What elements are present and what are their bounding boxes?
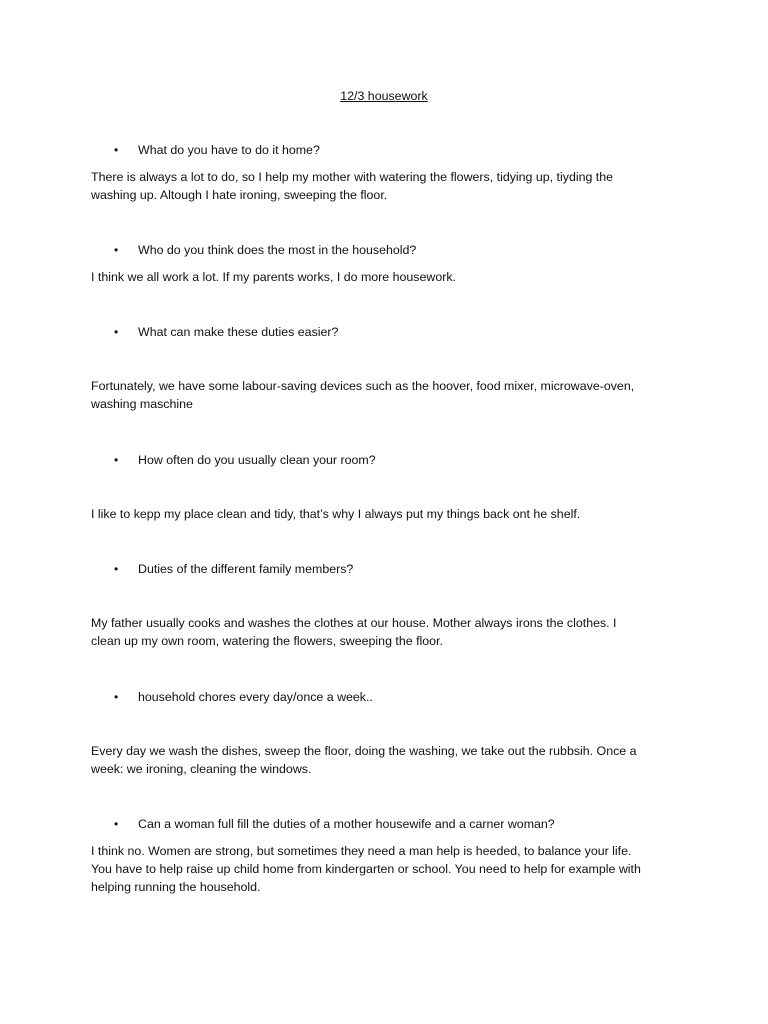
question-text: What can make these duties easier? bbox=[138, 325, 339, 339]
question-text: Can a woman full fill the duties of a mother housewife and a carner woman? bbox=[138, 817, 555, 831]
answer-line: clean up my own room, watering the flowers, sweeping the floor. bbox=[91, 634, 443, 648]
answer-paragraph bbox=[91, 742, 691, 778]
bullet-icon: • bbox=[114, 143, 119, 157]
answer-line: You have to help raise up child home from kindergarten or school. You need to help for example with bbox=[91, 862, 641, 876]
bullet-icon: • bbox=[114, 325, 119, 339]
answer-line: I think we all work a lot. If my parents works, I do more housework. bbox=[91, 270, 456, 284]
bullet-icon: • bbox=[114, 243, 119, 257]
question-text: What do you have to do it home? bbox=[138, 143, 320, 157]
answer-line: There is always a lot to do, so I help my mother with watering the flowers, tidying up, tiyding the bbox=[91, 170, 614, 184]
answer-line: Every day we wash the dishes, sweep the floor, doing the washing, we take out the rubbsih. Once a bbox=[91, 744, 637, 758]
question-text: Who do you think does the most in the household? bbox=[138, 243, 417, 257]
answer-paragraph bbox=[91, 505, 691, 523]
answer-line: helping running the household. bbox=[91, 880, 261, 894]
bullet-icon: • bbox=[114, 453, 119, 467]
question-text: household chores every day/once a week.. bbox=[138, 690, 373, 704]
answer-paragraph bbox=[91, 377, 691, 413]
answer-line: washing maschine bbox=[91, 397, 193, 411]
answer-line: I like to kepp my place clean and tidy, that’s why I always put my things back ont he shelf. bbox=[91, 507, 581, 521]
answer-paragraph bbox=[91, 168, 691, 204]
page-title: 12/3 housework bbox=[340, 89, 428, 103]
bullet-icon: • bbox=[114, 817, 119, 831]
bullet-icon: • bbox=[114, 562, 119, 576]
answer-paragraph bbox=[91, 842, 691, 896]
answer-line: My father usually cooks and washes the clothes at our house. Mother always irons the clothes. I bbox=[91, 616, 617, 630]
answer-line: Fortunately, we have some labour-saving devices such as the hoover, food mixer, microwave-oven, bbox=[91, 379, 635, 393]
answer-line: washing up. Altough I hate ironing, sweeping the floor. bbox=[91, 188, 388, 202]
answer-line: week: we ironing, cleaning the windows. bbox=[91, 762, 312, 776]
question-text: Duties of the different family members? bbox=[138, 562, 354, 576]
question-text: How often do you usually clean your room? bbox=[138, 453, 376, 467]
answer-line: I think no. Women are strong, but sometimes they need a man help is heeded, to balance your life. bbox=[91, 844, 632, 858]
answer-paragraph bbox=[91, 268, 691, 286]
answer-paragraph bbox=[91, 614, 691, 650]
bullet-icon: • bbox=[114, 690, 119, 704]
